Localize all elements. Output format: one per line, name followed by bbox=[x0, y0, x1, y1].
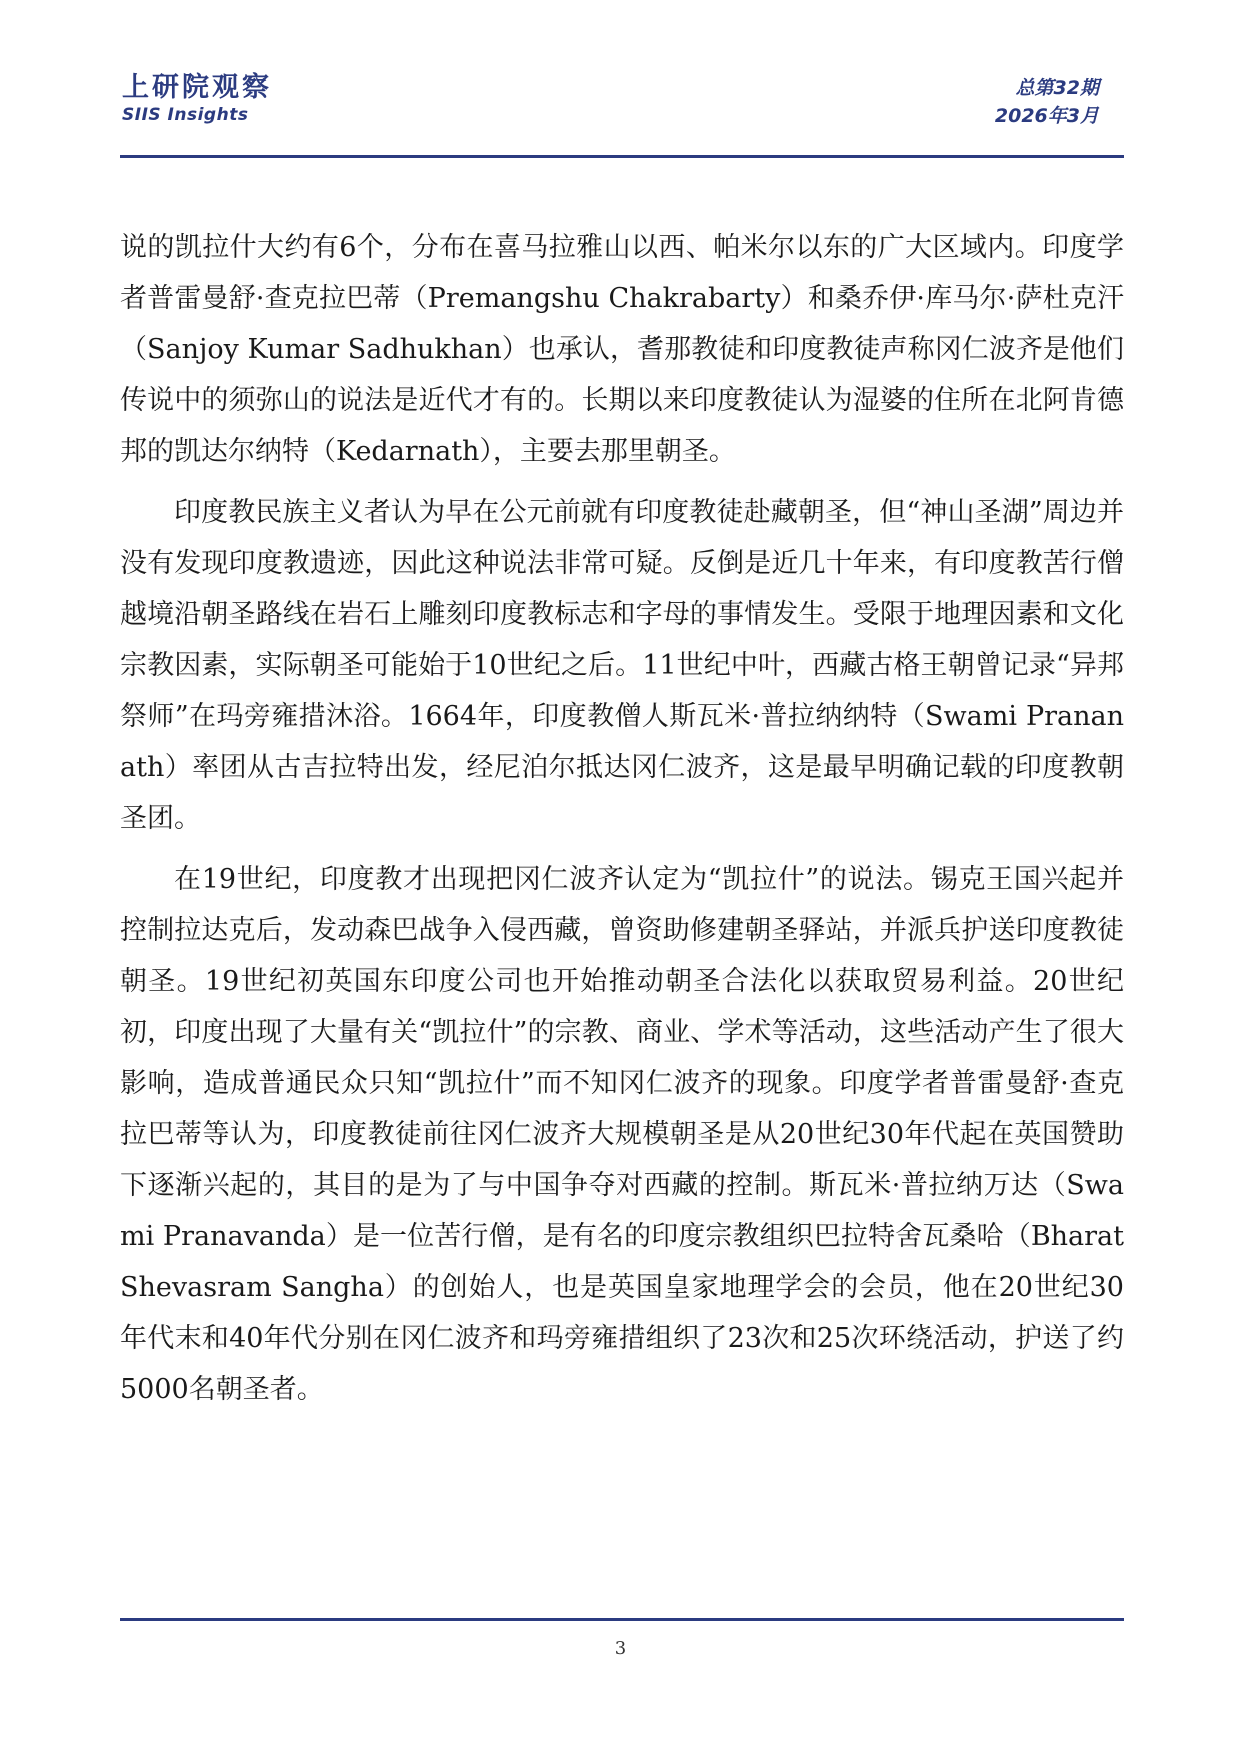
header-issue-info bbox=[995, 74, 1099, 130]
paragraph-3: 在19世纪，印度教才出现把冈仁波齐认定为“凯拉什”的说法。锡克王国兴起并控制拉达克后，发动森巴战争入侵西藏，曾资助修建朝圣驿站，并派兵护送印度教徒朝圣。19世纪初英国东印度公司也开始推动朝圣合法化以获取贸易利益。20世纪初，印度出现了大量有关“凯拉什”的宗教、商业、学术等活动，这些活动产生了很大影响，造成普通民众只知“凯拉什”而不知冈仁波齐的现象。印度学者普雷曼舒·查克拉巴蒂等认为，印度教徒前往冈仁波齐大规模朝圣是从20世纪30年代起在英国赞助下逐渐兴起的，其目的是为了与中国争夺对西藏的控制。斯瓦米·普拉纳万达（Swami Pranavanda）是一位苦行僧，是有名的印度宗教组织巴拉特舍瓦桑哈（Bharat Shevasram Sangha）的创始人，也是英国皇家地理学会的会员，他在20世纪30年代末和40年代分别在冈仁波齐和玛旁雍措组织了23次和25次环绕活动，护送了约5000名朝圣者。 bbox=[120, 864, 1124, 1405]
header-brand bbox=[122, 74, 272, 125]
footer-divider bbox=[120, 1618, 1124, 1621]
article-body bbox=[120, 222, 1124, 1425]
issue-number: 总第32期 bbox=[1015, 77, 1099, 99]
issue-date: 2026年3月 bbox=[994, 105, 1099, 127]
brand-title-cn: 上研院观察 bbox=[122, 72, 272, 103]
page-number: 3 bbox=[614, 1638, 627, 1659]
brand-title-en: SIIS Insights bbox=[122, 105, 249, 125]
header-divider bbox=[120, 155, 1124, 158]
paragraph-1: 说的凯拉什大约有6个，分布在喜马拉雅山以西、帕米尔以东的广大区域内。印度学者普雷曼舒·查克拉巴蒂（Premangshu Chakrabarty）和桑乔伊·库马尔·萨杜克汗（Sanjoy Kumar Sadhukhan）也承认，耆那教徒和印度教徒声称冈仁波齐是他们传说中的须弥山的说法是近代才有的。长期以来印度教徒认为湿婆的住所在北阿肯德邦的凯达尔纳特（Kedarnath），主要去那里朝圣。 bbox=[120, 232, 1124, 467]
paragraph-2: 印度教民族主义者认为早在公元前就有印度教徒赴藏朝圣，但“神山圣湖”周边并没有发现印度教遗迹，因此这种说法非常可疑。反倒是近几十年来，有印度教苦行僧越境沿朝圣路线在岩石上雕刻印度教标志和字母的事情发生。受限于地理因素和文化宗教因素，实际朝圣可能始于10世纪之后。11世纪中叶，西藏古格王朝曾记录“异邦祭师”在玛旁雍措沐浴。1664年，印度教僧人斯瓦米·普拉纳纳特（Swami Prananath）率团从古吉拉特出发，经尼泊尔抵达冈仁波齐，这是最早明确记载的印度教朝圣团。 bbox=[120, 497, 1124, 834]
